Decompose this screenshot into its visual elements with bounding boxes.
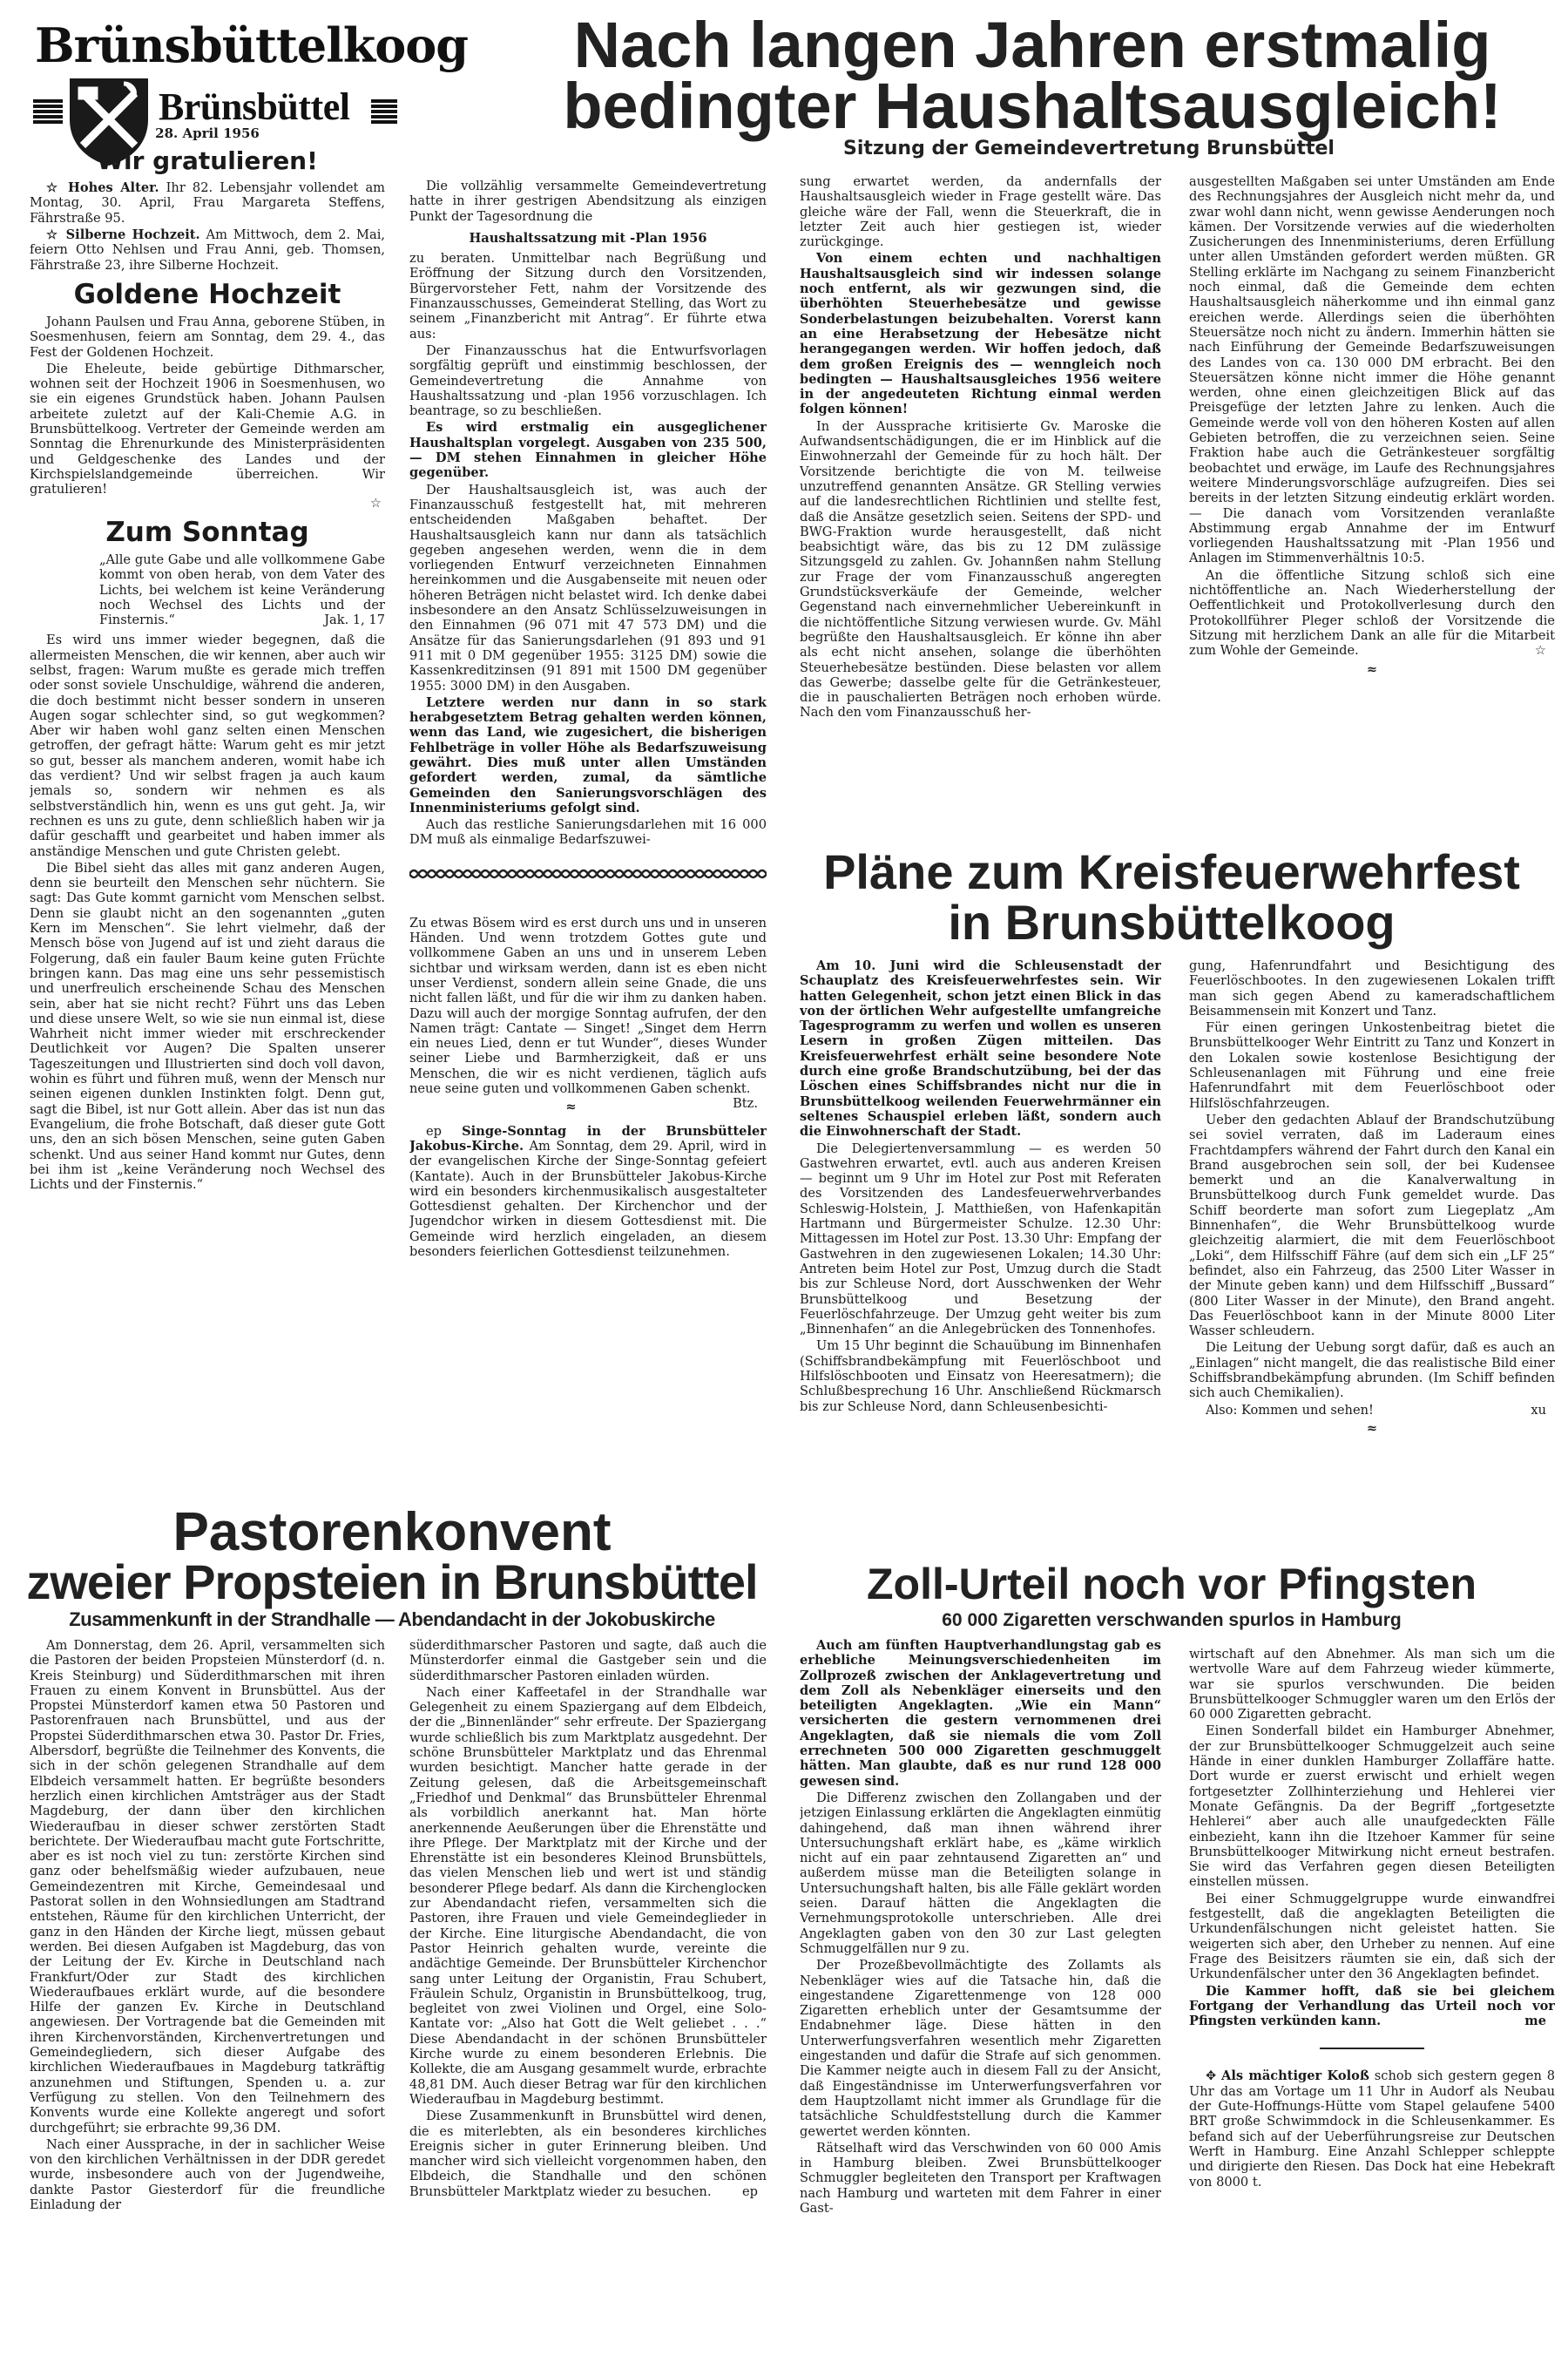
- column-pastoren-part2: [409, 1638, 767, 2370]
- paragraph-text: Die Eheleute, beide gebürtige Dithmarscher, wohnen seit der Hochzeit 1906 in Soesmenhusen, wo sie ein eigenes Grundstück haben. Johann Paulsen arbeitete zuletzt auf der Kali-Chemie A.G. in Brunsbüttelkoog. Vertreter der Gemeinde werden am Sonntag die Ehrenurkunde des Ministerpräsidenten und Geldgeschenke des Landes und der Kirchspielslandgemeinde überreichen. Wir gratulieren!: [30, 361, 385, 498]
- paragraph: [409, 695, 767, 816]
- plaene-headline-line1: Pläne zum Kreisfeuerwehrfest: [823, 844, 1520, 899]
- paragraph: [1189, 1892, 1555, 1982]
- paragraph: [1189, 174, 1555, 566]
- paragraph: [1189, 958, 1555, 1019]
- paragraph: [800, 1790, 1161, 1956]
- separator-icon: ≈: [565, 1100, 577, 1115]
- paragraph: [1189, 1403, 1555, 1418]
- subheading: Haushaltssatzung mit -Plan 1956: [469, 230, 707, 246]
- paragraph-with-lead: [409, 1124, 767, 1260]
- paragraph-text: Auch das restliche Sanierungsdarlehen mit 16 000 DM muß als einmalige Bedarfszuwei-: [409, 817, 767, 848]
- paragraph: [1189, 1340, 1555, 1400]
- paragraph-text: Am Sonntag, dem 29. April, wird in der evangelischen Kirche der Singe-Sonntag gefeiert (Kantate). Auch in der Brunsbütteler Jakobus-Kirche wird ein besonders kirchenmusikalisch ausgestalteter Gottesdienst gehalten. Der Kirchenchor und der Jugendchor wirken in diesem Gottesdienst mit. Die Gemeinde wird herzlich eingeladen, an diesem besonders feierlichen Gottesdienst teilzunehmen.: [409, 1138, 767, 1259]
- wave-ornament-icon: [409, 867, 767, 881]
- paragraph: [1189, 1113, 1555, 1338]
- quote-reference: Jak. 1, 17: [324, 613, 385, 628]
- paragraph-text: schob sich gestern gegen 8 Uhr das am Vortage um 11 Uhr in Audorf als Neubau der Gute-Hoffnungs-Hütte vom Stapel gelaufene 5400 BRT große Schwimmdock in die Schleusenkammer. Es befand sich auf der Ueberführungsreise zur Deutschen Werft in Hamburg. Eine Anzahl Schlepper schleppte und dirigierte den Riesen. Das Dock hat eine Hebekraft von 8000 t.: [1189, 2068, 1555, 2190]
- zoll-headline: Zoll-Urteil noch vor Pfingsten: [866, 1560, 1477, 1608]
- paragraph: [1189, 1020, 1555, 1111]
- pastoren-headline-line1: Pastorenkonvent: [172, 1502, 612, 1562]
- paragraph-with-lead: [1189, 2068, 1555, 2189]
- paragraph-text: An die öffentliche Sitzung schloß sich eine nichtöffentliche an. Nach Wiederherstellung der Oeffentlichkeit und Protokollverlesung durch den Protokollführer Pleger schloß der Vorsitzende die Sitzung mit herzlichem Dank an alle für die Mitarbeit zum Wohle der Gemeinde.: [1189, 567, 1555, 659]
- paragraph: [800, 2141, 1161, 2216]
- paragraph-text: Letztere werden nur dann in so stark herabgesetztem Betrag gehalten werden können, wenn das Land, wie zugesichert, die bisherigen Fehlbeträge in voller Höhe als Bedarfszuweisung gewährt. Dies muß unter allen Umständen gefordert werden, zumal, da sämtliche Gemeinden den Sanierungsvorschlägen des Innenministeriums gefolgt sind.: [409, 694, 767, 816]
- paragraph: [30, 315, 385, 360]
- author-signature: Btz.: [733, 1096, 758, 1112]
- paragraph-text: Nach einer Kaffeetafel in der Strandhalle war Gelegenheit zu einem Spaziergang auf dem Elbdeich, der die „Binnenländer“ sehr erfreute. Der Spaziergang wurde schließlich bis zum Marktplatz ausgedehnt. Der schöne Brunsbütteler Marktplatz und das Ehrenmal wurden besichtigt. Mancher hatte gerade in der Zeitung gelesen, daß die Arbeitsgemeinschaft „Friedhof und Denkmal“ das Brunsbütteler Ehrenmal als vorbildlich anerkannt hat. Man hörte anerkennende Aeußerungen über die Ehrenstätte und ihre Pflege. Der Marktplatz mit der Kirche und der Ehrenstätte ist ein besonderes Kleinod Brunsbüttels, das vielen Menschen lieb und wert ist und ständig besonderer Pflege bedarf. Als dann die Kirchenglocken zur Abendandacht riefen, versammelten sich die Pastoren, ihre Frauen und viele Gemeindeglieder in der Kirche. Eine liturgische Abendandacht, die von Pastor Heinrich gehalten wurde, vereinte die andächtige Gemeinde. Der Brunsbütteler Kirchenchor sang unter Leitung der Organistin, Frau Schubert, Fräulein Schulz, Organistin in Brunsbüttelkoog, trug, begleitet von zwei Violinen und Orgel, eine Solo-Kantate vor: „Also hat Gott die Welt geliebet . . .“ Diese Abendandacht in der schönen Brunsbütteler Kirche wurde zu einem besonderen Erlebnis. Die Kollekte, die am Ausgang gesammelt wurde, erbrachte 48,81 DM. Auch dieser Betrag war für den kirchlichen Wiederaufbau in Magdeburg bestimmt.: [409, 1684, 767, 2107]
- author-signature: ep: [742, 2183, 758, 2199]
- quote-text: „Alle gute Gabe und alle vollkommene Gabe kommt von oben herab, von dem Vater des Lichts, bei welchem ist keine Veränderung noch Wechsel des Lichts und der Finsternis.“: [99, 552, 385, 628]
- column-pastoren-part1: [30, 1638, 385, 2370]
- paragraph: [30, 861, 385, 1193]
- author-signature: xu: [1531, 1402, 1546, 1418]
- paragraph-text: ausgestellten Maßgaben sei unter Umständen am Ende des Rechnungsjahres der Ausgleich nicht mehr da, und zwar wohl dann nicht, wenn gewisse Aenderungen noch kämen. Der Vorsitzende verwies auf die wiederholten Zusicherungen des Innenministeriums, deren Erfüllung unter allen Umständen gefordert werden müßten. GR Stelling erklärte im Nachgang zu seinem Finanzbericht noch einmal, daß die Gemeinde dem echten Haushaltsausgleich näherkomme und ihn einmal ganz ereichen werde. Allerdings seien die überhöhten Steuersätze noch nicht zu ändern. Immerhin hätten sie nach Einführung der Gemeinde Bedarfszuweisungen des Landes von ca. 130 000 DM erbracht. Bei den Steuersätzen könne nicht immer die Höhe genannt werden, ohne einen gleichzeitigen Blick auf das Preisgefüge der letzten Jahre zu lenken. Auch die Gemeinde werde voll von den höheren Kosten auf allen Gebieten betroffen, die zu verzeichnen seien. Seine Fraktion habe auch die Getränkesteuer sorgfältig beobachtet und erwäge, im Laufe des Rechnungsjahres weitere Minderungsvorschläge aufzugreifen. Dies sei bereits in der letzten Sitzung eindeutig erklärt worden. — Die danach vom Vorsitzenden veranlaßte Abstimmung ergab Annahme der im Entwurf vorliegenden Haushaltssatzung mit -Plan 1956 und Anlagen im Stimmenverhältnis 10:5.: [1189, 174, 1555, 566]
- paragraph-text: Die Delegiertenversammlung — es werden 50 Gastwehren erwartet, evtl. auch aus anderen Kreisen — beginnt um 9 Uhr im Hotel zur Post mit Referaten des Vorsitzenden des Landesfeuerwehrverbandes Schleswig-Holstein, J. Matthießen, von Hafenkapitän Hartmann und Bürgermeister Schulze. 12.30 Uhr: Mittagessen im Hotel zur Post. 13.30 Uhr: Empfang der Gastwehren in den zugewiesenen Lokalen; 14.30 Uhr: Antreten beim Hotel zur Post, Umzug durch die Stadt bis zur Schleuse Nord, dort Ausschwenken der Wehr Brunsbüttelkoog und Besetzung der Feuerlöschfahrzeuge. Der Umzug geht weiter bis zum „Binnenhafen“ an die Anlegebrücken des Tonnenhofes.: [800, 1141, 1161, 1337]
- paragraph-text: Es wird uns immer wieder begegnen, daß die allermeisten Menschen, die wir kennen, aber auch wir selbst, fragen: Warum mußte es gerade mich treffen oder sonst soviele Unschuldige, während die anderen, die doch bestimmt nicht besser sondern in unseren Augen sogar schlechter sind, so gut wegkommen? Aber wir haben wohl ganz selten einen Menschen getroffen, der gefragt hätte: Warum geht es mir jetzt so gut, besser als manchem anderen, womit habe ich das verdient? Und wir selbst fragen ja auch kaum jemals so, sondern wir nehmen es als selbstverständlich hin, wenn es uns gut geht. Ja, wir rechnen es uns zu gute, denn schließlich haben wir ja dafür geschafft und gearbeitet und haben immer als anständige Menschen und gute Christen gelebt.: [30, 633, 385, 859]
- paragraph-text: Die Bibel sieht das alles mit ganz anderen Augen, denn sie beurteilt den Menschen sehr nüchtern. Sie sagt: Das Gute kommt garnicht vom Menschen selbst. Denn sie glaubt nicht an den sogenannten „guten Kern im Menschen“. Sie lehrt vielmehr, daß der Mensch böse von Jugend auf ist und zieht daraus die Folgerung, daß ein fauler Baum keine guten Früchte bringen kann. Das mag eine uns sehr pessemistisch und unerfreulich erscheinende Schau des Menschen sein, aber hat sie nicht recht? Führt uns das Leben und diese unsere Welt, so wie sie nun einmal ist, diese Wahrheit nicht immer wieder mit erschreckender Deutlichkeit vor Augen? Die Spalten unserer Tageszeitungen und Illustrierten sind doch voll davon, wohin es führt und führen muß, wenn der Mensch nur seinen eigenen dunklen Instinkten folgt. Denn gut, sagt die Bibel, ist nur Gott allein. Aber das ist nun das Evangelium, die frohe Botschaft, daß dieser gute Gott uns, den an sich bösen Menschen, seine guten Gaben schenkt. Und aus seiner Hand kommt nur Gutes, denn bei ihm ist „keine Veränderung noch Wechsel des Lichts und der Finsternis.“: [30, 860, 385, 1193]
- section-heading: Wir gratulieren!: [97, 146, 318, 176]
- paragraph: [409, 915, 767, 1112]
- main-headline-subtitle: Sitzung der Gemeindevertretung Brunsbüttel: [843, 138, 1335, 159]
- issue-date: 28. April 1956: [155, 126, 260, 141]
- paragraph-text: Einen Sonderfall bildet ein Hamburger Abnehmer, der zur Brunsbüttelkooger Schmuggelzeit auch seine Hände in einer dunklen Hamburger Zollaffäre hatte. Dort wurde er zuerst erwischt und erhielt wegen fortgesetzter Zollhinterziehung und Hehlerei vier Monate Gefängnis. Da der Begriff „fortgesetzte Hehlerei“ aber auch alle unaufgedeckten Fälle einbezieht, kann ihn die Itzehoer Kammer für seine Brunsbüttelkooger Mitwirkung nicht erneut bestrafen. Sie wird das Verfahren gegen diesen Beteiligten einstellen müssen.: [1189, 1723, 1555, 1890]
- author-signature: ☆: [1534, 643, 1546, 659]
- masthead-subtitle: Brünsbüttel: [159, 85, 350, 128]
- paragraph-lead: Als mächtiger Koloß: [1221, 2068, 1369, 2084]
- main-headline-line2: bedingter Haushaltsausgleich!: [563, 70, 1502, 142]
- zoll-headline-subtitle: 60 000 Zigaretten verschwanden spurlos in Hamburg: [942, 1610, 1402, 1630]
- paragraph-text: Am 10. Juni wird die Schleusenstadt der Schauplatz des Kreisfeuerwehrfestes sein. Wir hatten Gelegenheit, schon jetzt einen Blick in das von der örtlichen Wehr aufgestellte umfangreiche Tagesprogramm zu werfen und wollen es unseren Lesern in großen Zügen mitteilen. Das Kreisfeuerwehrfest erhält seine besondere Note durch eine große Brandschutzübung, bei der das Löschen eines Schiffsbrandes nicht nur die in Brunsbüttelkoog weilenden Feuerwehrmänner ein seltenes Schauspiel erleben läßt, sondern auch die Einwohnerschaft der Stadt.: [800, 958, 1161, 1140]
- paragraph: [800, 419, 1161, 721]
- paragraph: [409, 2109, 767, 2199]
- paragraph: [800, 1958, 1161, 2139]
- star-icon: ☆: [369, 495, 382, 511]
- paragraph-text: Die Kammer hofft, daß sie bei gleichem Fortgang der Verhandlung das Urteil noch vor Pfingsten verkünden kann.: [1189, 1983, 1555, 2029]
- paragraph-text: zu beraten. Unmittelbar nach Begrüßung und Eröffnung der Sitzung durch den Vorsitzenden, Bürgervorsteher Fett, nahm der Vorsitzende des Finanzausschusses, Gemeinderat Stelling, das Wort zu seinem „Finanzbericht mit Antrag“. Er führte etwa aus:: [409, 251, 767, 342]
- paragraph: [1189, 568, 1555, 659]
- paragraph-text: In der Aussprache kritisierte Gv. Maroske die Aufwandsentschädigungen, die er im Hinblick auf die Einwohnerzahl der Gemeinde für zu hoch hält. Der Vorsitzende berichtigte die von M. teilweise unzutreffend genannten Ansätze. GR Stelling verwies auf die landesrechtlichen Richtlinien und stellte fest, daß die Ansätze gesetzlich seien. Seitens der SPD- und BWG-Fraktion wurde herausgestellt, daß nicht beabsichtigt wäre, das bis zu 12 DM zulässige Sitzungsgeld zu zahlen. Gv. Johannßen nahm Stellung zur Frage der vom Finanzausschuß angeregten Grundstücksverkäufe der Gemeinde, welcher Gegenstand nach einvernehmlicher Uebereinkunft in die nichtöffentliche Sitzung verwiesen wurde. Gv. Mähl begrüßte den Haushaltsausgleich. Er könne ihn aber als echt nicht ansehen, solange die überhöhten Steuerhebesätze bestünden. Diese belasten vor allem das Gewerbe; dasselbe gelte für die Getränkesteuer, die in pauschalierten Beträgen noch erhoben würde. Nach den vom Finanzausschuß her-: [800, 418, 1161, 721]
- paragraph: [1189, 1723, 1555, 1889]
- paragraph-with-lead: [30, 180, 385, 226]
- paragraph-text: Am Donnerstag, dem 26. April, versammelten sich die Pastoren der beiden Propsteien Münsterdorf (d. n. Kreis Steinburg) und Süderdithmarschen mit ihren Frauen zu einem Konvent in Brunsbüttel. Aus der Propstei Münsterdorf kamen etwa 50 Pastoren und Pastorenfrauen nach Brunsbüttel, und aus der Propstei Süderdithmarschen etwa 30. Pastor Dr. Fries, Albersdorf, begrüßte die Teilnehmer des Konvents, die sich in der schön gelegenen Strandhalle auf dem Elbdeich versammelt hatten. Er begrüßte besonders herzlich einen kirchlichen Amtsträger aus der Stadt Magdeburg, der dann über den kirchlichen Wiederaufbau in dieser schwer zerstörten Stadt berichtete. Der Wiederaufbau macht gute Fortschritte, aber es ist noch viel zu tun: zerstörte Kirchen sind ganz oder behelfsmäßig wieder aufzubauen, neue Gemeindezentren mit Kirche, Gemeindesaal und Pastorat sollen in den Wohnsiedlungen am Stadtrand entstehen, Räume für den kirchlichen Unterricht, der ganz in den Händen der Kirche liegt, müssen gebaut werden. Bei diesen Aufgaben ist Magdeburg, das von der Leitung der Ev. Kirche in Deutschland nach Frankfurt/Oder zur Stadt des kirchlichen Wiederaufbaues erklärt wurde, auf die besondere Hilfe der ganzen Ev. Kirche in Deutschland angewiesen. Der Vortragende bat die Gemeinden mit ihren Kirchenvorständen, Kirchenvertretungen und Gemeindegliedern, sich dieser Aufgabe des kirchlichen Wiederaufbaues in Magdeburg tatkräftig anzunehmen und Stiftungen, Spenden u. a. zur Verfügung zu stellen. Von den Teilnehmern des Konvents wurde eine Kollekte angeregt und sofort durchgeführt; sie erbrachte 99,36 DM.: [30, 1638, 385, 2136]
- paragraph-text: Auch am fünften Hauptverhandlungstag gab es erhebliche Meinungsverschiedenheiten im Zollprozeß zwischen der Anklagevertretung und dem Zoll als Nebenkläger einerseits und den beteiligten Angeklagten. „Wie ein Mann“ versicherten die gestern vernommenen drei Angeklagten, daß sie niemals die vom Zoll errechneten 500 000 Zigaretten geschmuggelt hätten. Man glaubte, daß es nur rund 128 000 gewesen sind.: [800, 1638, 1161, 1789]
- paragraph: [800, 174, 1161, 249]
- paragraph: [30, 1638, 385, 2136]
- column-feuerwehr-part1: [800, 958, 1161, 1525]
- divider-rule: [1320, 2048, 1424, 2049]
- paragraph-text: Um 15 Uhr beginnt die Schauübung im Binnenhafen (Schiffsbrandbekämpfung mit Feuerlöschboot und Hilfslöschbooten und Einsatz von Heeresatmern); die Schlußbesprechung 16 Uhr. Anschließend Rückmarsch bis zur Schleuse Nord, dann Schleusenbesichti-: [800, 1338, 1161, 1414]
- paragraph: [409, 420, 767, 480]
- banner-right-decoration: [371, 98, 397, 124]
- paragraph: [409, 817, 767, 848]
- paragraph: [30, 2137, 385, 2212]
- paragraph-text: Ihr 82. Lebensjahr vollendet am Montag, 30. April, Frau Margareta Steffens, Fährstraße 95.: [30, 180, 385, 226]
- column-zoll-part1: [800, 1638, 1161, 2370]
- pastoren-headline-line2: zweier Propsteien in Brunsbüttel: [26, 1554, 758, 1609]
- author-signature: me: [1524, 2014, 1546, 2029]
- byline-prefix: ep: [425, 1123, 463, 1139]
- paragraph: [800, 1638, 1161, 1789]
- column-haushalt-part1: [409, 179, 767, 1520]
- paragraph-text: Ueber den gedachten Ablauf der Brandschutzübung sei soviel verraten, daß im Laderaum eines Frachtdampfers während der Fahrt durch den Kanal ein Brand ausgebrochen sein soll, der bei Kudensee bemerkt und an die Kanalverwaltung in Brunsbüttelkoog durch Funk gemeldet wurde. Das Schiff beorderte man sofort zum Liegeplatz „Am Binnenhafen“, die Wehr Brunsbüttelkoog wurde gleichzeitig alarmiert, die mit dem Feuerlöschboot „Loki“, dem Hilfsschiff Fähre (auf dem sich ein „LF 25“ befindet, also ein Fahrzeug, das 2500 Liter Wasser in der Minute geben kann) und dem Hilfsschiff „Bussard“ (800 Liter Wasser in der Minute), den Brand angeht. Das Feuerlöschboot kann in der Minute 8000 Liter Wasser schleudern.: [1189, 1112, 1555, 1339]
- paragraph: [409, 343, 767, 418]
- banner-left-decoration: [33, 98, 63, 124]
- column-feuerwehr-part2: [1189, 958, 1555, 1533]
- paragraph: [800, 958, 1161, 1140]
- paragraph-text: Der Haushaltsausgleich ist, was auch der Finanzausschuß festgestellt hat, mit mehreren entscheidenden Maßgaben behaftet. Der Haushaltsausgleich kann nur dann als tatsächlich gegeben angesehen werden, wenn die in dem vorliegenden Entwurf verzeichneten Einnahmen hereinkommen und die Ausgabenseite mit neuen oder höheren Beträgen nicht belastet wird. Ich denke dabei insbesondere an den Ansatz Schlüsselzuweisungen in den Einnahmen (96 071 mit 47 573 DM) und die Ansätze für das Sanierungsdarlehen (91 893 und 91 911 mit 0 DM gegenüber 1955: 3125 DM) sowie die Kassenkreditzinsen (91 891 mit 1500 DM gegenüber 1955: 3000 DM) in den Ausgaben.: [409, 482, 767, 694]
- byline-prefix: ✥: [1205, 2068, 1222, 2084]
- paragraph-text: sung erwartet werden, da andernfalls der Haushaltsausgleich wieder in Frage gestellt wäre. Das gleiche wäre der Fall, wenn die Steuerkraft, die in letzter Zeit auch hier gestiegen ist, wieder zurückginge.: [800, 174, 1161, 250]
- separator-icon: ≈: [1366, 1420, 1378, 1436]
- plaene-headline-line2: in Brunsbüttelkoog: [948, 895, 1396, 950]
- paragraph-text: Der Finanzausschus hat die Entwurfsvorlagen sorgfältig geprüft und einstimmig beschlossen, der Gemeindevertretung die Annahme von Haushaltssatzung und -plan 1956 vorzuschlagen. Ich beantrage, so zu beschließen.: [409, 342, 767, 419]
- paragraph-text: gung, Hafenrundfahrt und Besichtigung des Feuerlöschbootes. In den zugewiesenen Lokalen trifft man sich gegen Abend zu kameradschaftlichem Beisammensein mit Konzert und Tanz.: [1189, 958, 1555, 1019]
- section-heading: Zum Sonntag: [105, 516, 309, 548]
- paragraph-with-lead: [30, 227, 385, 273]
- paragraph: [409, 1638, 767, 1683]
- paragraph: [30, 633, 385, 858]
- paragraph: [800, 1338, 1161, 1413]
- paragraph-text: Von einem echten und nachhaltigen Haushaltsausgleich sind wir indessen solange noch entfernt, als wir gezwungen sind, die überhöhten Steuerhebesätze und gewisse Sonderbelastungen beizubehalten. Vorerst kann an eine Herabsetzung der Hebesätze nicht herangegangen werden. Wir hoffen jedoch, daß dem großen Ereignis des — wenngleich noch bedingten — Haushaltsausgleiches 1956 weitere in der angedeuteten Richtung einmal werden folgen können!: [800, 251, 1161, 417]
- column-left-announcements: [30, 126, 385, 1472]
- paragraph: [409, 251, 767, 342]
- column-zoll-part2: [1189, 1647, 1555, 2370]
- paragraph: [1189, 1647, 1555, 1722]
- paragraph-text: Es wird erstmalig ein ausgeglichener Haushaltsplan vorgelegt. Ausgaben von 235 500,— DM stehen Einnahmen in gleicher Höhe gegenüber.: [409, 420, 767, 481]
- separator-icon: ≈: [1366, 661, 1378, 677]
- paragraph-text: Nach einer Aussprache, in der in sachlicher Weise von den kirchlichen Verhältnissen in der DDR geredet wurde, insbesondere auch von der Jugendweihe, dankte Pastor Giesterdorf für die freundliche Einladung der: [30, 2136, 385, 2212]
- paragraph-text: Am Mittwoch, dem 2. Mai, feiern Otto Nehlsen und Frau Anni, geb. Thomsen, Fährstraße 23, ihre Silberne Hochzeit.: [30, 227, 385, 273]
- paragraph-text: Die Differenz zwischen den Zollangaben und der jetzigen Einlassung erklärten die Angeklagten einmütig dahingehend, daß man ihnen während ihrer Untersuchungshaft erklärt habe, es „käme wirklich nicht auf ein paar zehntausend Zigaretten an“ und außerdem müsse man die Beteiligten solange in Untersuchungshaft halten, bis alle Fälle geklärt worden seien. Darauf hätten die Angeklagten die Vernehmungsprotokolle unterschrieben. Alle drei Angeklagten gaben von den 30 zur Last gelegten Schmuggelfällen nur 9 zu.: [800, 1790, 1161, 1956]
- pastoren-headline-subtitle: Zusammenkunft in der Strandhalle — Abendandacht in der Jokobuskirche: [69, 1608, 715, 1630]
- paragraph-text: Johann Paulsen und Frau Anna, geborene Stüben, in Soesmenhusen, feiern am Sonntag, dem 29. 4., das Fest der Goldenen Hochzeit.: [30, 314, 385, 360]
- column-haushalt-part3: [1189, 174, 1555, 845]
- paragraph-text: Für einen geringen Unkostenbeitrag bietet die Brunsbüttelkooger Wehr Eintritt zu Tanz und Konzert in den Lokalen sowie kostenlose Besichtigung der Schleusenanlagen mit Führung und eine freie Hafenrundfahrt mit dem Feuerlöschboot oder Hilfslöschfahrzeugen.: [1189, 1020, 1555, 1111]
- paragraph: [30, 362, 385, 498]
- paragraph: [409, 483, 767, 694]
- paragraph-text: Also: Kommen und sehen!: [1205, 1402, 1374, 1418]
- paragraph-text: Rätselhaft wird das Verschwinden von 60 000 Amis in Hamburg bleiben. Zwei Brunsbüttelkooger Schmuggler begleiteten den Transport per Kraftwagen nach Hamburg und warteten mit dem Fahrer in einer Gast-: [800, 2140, 1161, 2216]
- paragraph: [409, 1685, 767, 2107]
- section-heading: Goldene Hochzeit: [73, 278, 341, 310]
- masthead-title: Brünsbüttelkoog: [35, 17, 468, 73]
- paragraph-lead: Singe-Sonntag in der Brunsbütteler Jakobus-Kirche.: [409, 1123, 767, 1154]
- paragraph-lead: ☆ Silberne Hochzeit.: [45, 227, 200, 242]
- paragraph-text: wirtschaft auf den Abnehmer. Als man sich um die wertvolle Ware auf dem Fahrzeug wieder kümmerte, war sie spurlos verschwunden. Die beiden Brunsbüttelkooger Schmuggler waren um den Erlös der 60 000 Zigaretten gebracht.: [1189, 1647, 1555, 1723]
- paragraph-text: süderdithmarscher Pastoren und sagte, daß auch die Münsterdorfer einmal die Gastgeber sein und die süderdithmarscher Pastoren einladen würden.: [409, 1638, 767, 1683]
- paragraph-text: Die vollzählig versammelte Gemeindevertretung hatte in ihrer gestrigen Abendsitzung als einzigen Punkt der Tagesordnung die: [409, 179, 767, 224]
- main-headline-line1: Nach langen Jahren erstmalig: [573, 9, 1491, 81]
- paragraph: [800, 251, 1161, 416]
- paragraph: [1189, 1984, 1555, 2029]
- paragraph-text: Zu etwas Bösem wird es erst durch uns und in unseren Händen. Und wenn trotzdem Gottes gute und vollkommene Gaben an uns und in unserem Leben sichtbar und wirksam werden, dann ist es eben nicht unser Verdienst, sondern allein seine Gnade, die uns nicht fallen läßt, und für die wir ihm zu danken haben. Dazu will auch der morgige Sonntag aufrufen, der den Namen trägt: Cantate — Singet! „Singet dem Herrn ein neues Lied, denn er tut Wunder“, dieses Wunder seiner Liebe und Barmherzigkeit, daß er uns Menschen, die wir es nicht verdienen, täglich aufs neue seine guten und vollkommenen Gaben schenkt.: [409, 915, 767, 1097]
- paragraph-lead: ☆ Hohes Alter.: [45, 180, 159, 196]
- paragraph-text: Bei einer Schmuggelgruppe wurde einwandfrei festgestellt, daß die angeklagten Beteiligten die Urkundenfälschungen nicht geleistet hatten. Sie weigerten sich aber, den Urheber zu nennen. Auf eine Frage des Beisitzers räumten sie ein, daß sich der Urkundenfälscher unter den 36 Angeklagten befindet.: [1189, 1891, 1555, 1982]
- paragraph-text: Der Prozeßbevollmächtigte des Zollamts als Nebenkläger wies auf die Tatsache hin, daß die eingestandene Zigarettenmenge von 128 000 Zigaretten erheblich unter der Gesamtsumme der Endabnehmer läge. Diese hätten in den Unterwerfungsverfahren wesentlich mehr Zigaretten eingestanden und dafür die Strafe auf sich genommen. Die Kammer neigte auch in diesem Fall zu der Ansicht, daß Eingeständnisse im Unterwerfungsverfahren vor dem Hauptzollamt nicht immer als Grundlage für die tatsächliche Schuldfeststellung durch die Kammer gewertet werden könnten.: [800, 1958, 1161, 2139]
- column-haushalt-part2: [800, 174, 1161, 845]
- paragraph-text: Diese Zusammenkunft in Brunsbüttel wird denen, die es miterlebten, als ein besonderes kirchliches Ereignis sicher in guter Erinnerung bleiben. Und mancher wird sich vielleicht vorgenommen haben, den Elbdeich, die Standhalle und den schönen Brunsbütteler Marktplatz wieder zu besuchen.: [409, 2109, 767, 2199]
- paragraph-text: Die Leitung der Uebung sorgt dafür, daß es auch an „Einlagen“ nicht mangelt, die das realistische Bild einer Schiffsbrandbekämpfung abrunden. (Im Schiff befinden sich auch Chemikalien).: [1189, 1340, 1555, 1401]
- bible-quote: [99, 552, 385, 627]
- paragraph: [409, 179, 767, 224]
- paragraph: [800, 1141, 1161, 1337]
